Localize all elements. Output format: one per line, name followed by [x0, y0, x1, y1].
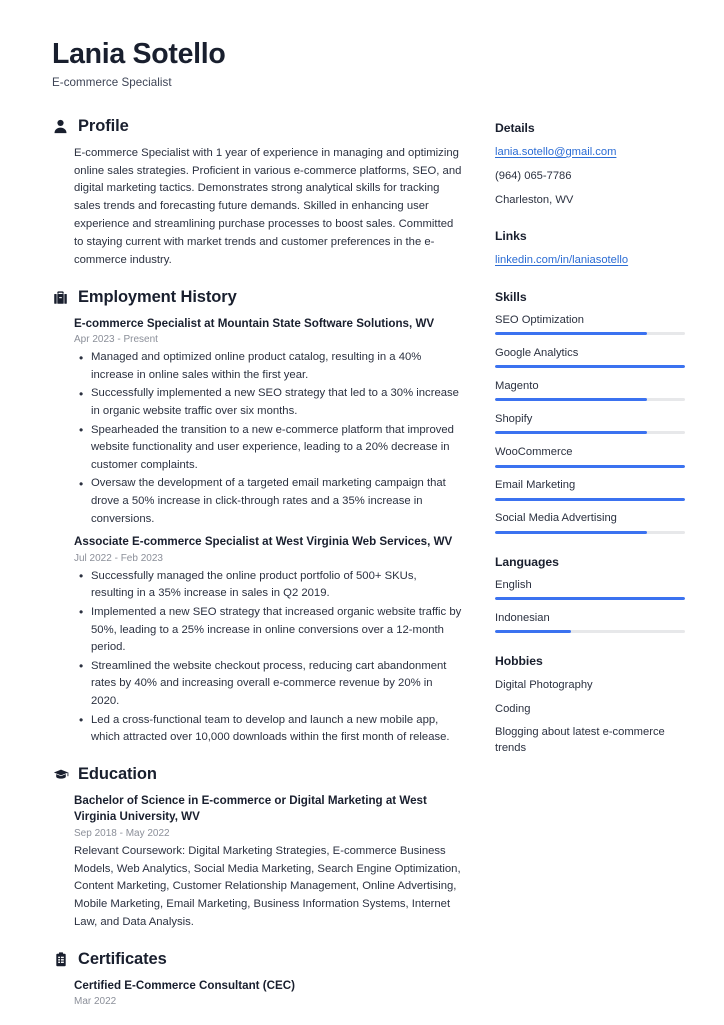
skill-bar-fill: [495, 398, 647, 401]
skill-label: Email Marketing: [495, 479, 576, 492]
hobby-item: Blogging about latest e-commerce trends: [495, 725, 665, 754]
skill-item: [495, 412, 685, 435]
bullet-item: • Managed and optimized online product catalog, resulting in a 40% increase in online sales within the first year.: [74, 349, 462, 384]
language-bar-fill: [495, 630, 571, 633]
sidebar-block-details: [495, 121, 685, 209]
section-profile: [52, 117, 462, 270]
skill-bar-fill: [495, 365, 685, 368]
skill-bar-track: [495, 365, 685, 368]
skill-bar-track: [495, 531, 685, 534]
certificate-entry: [74, 978, 462, 1007]
language-item: [495, 578, 685, 601]
employment-entry: [74, 534, 462, 747]
skill-bar-fill: [495, 332, 647, 335]
skill-label: SEO Optimization: [495, 313, 584, 326]
sidebar-block-skills: [495, 290, 685, 534]
main-column: [52, 117, 462, 1025]
sidebar-title-languages: Languages: [495, 554, 559, 569]
email-link[interactable]: lania.sotello@gmail.com: [495, 145, 617, 158]
employment-entry-date: Jul 2022 - Feb 2023: [74, 552, 163, 564]
briefcase-icon: [52, 289, 69, 306]
skill-bar-fill: [495, 431, 647, 434]
sidebar-title-skills: Skills: [495, 289, 527, 304]
skill-bar-fill: [495, 465, 685, 468]
section-certificates: [52, 950, 462, 1007]
skill-item: [495, 379, 685, 402]
bullet-item: • Implemented a new SEO strategy that increased organic website traffic by 50%, leading to a 25% increase in online conversions over a 12-month period.: [74, 604, 462, 657]
resume-header: [52, 38, 680, 89]
language-label: English: [495, 578, 532, 591]
graduation-cap-icon: [52, 766, 69, 783]
bullet-item: • Led a cross-functional team to develop and launch a new mobile app, which attracted over 10,000 downloads within the first month of release.: [74, 712, 462, 747]
skill-bar-fill: [495, 531, 647, 534]
section-title-certificates: Certificates: [78, 949, 167, 968]
hobby-item: Coding: [495, 702, 531, 715]
skill-label: WooCommerce: [495, 445, 573, 458]
education-entry-desc: Relevant Coursework: Digital Marketing Strategies, E-commerce Business Models, Web Analytics, Social Media Marketing, Search Engine Optimization, Content Marketing, Customer Relationship Management, Online Advertising, Mobile Marketing, Email Marketing, Business Information Systems, Internet Law, and Data Analysis.: [74, 844, 461, 929]
employment-heading-row: [52, 288, 462, 307]
sidebar-column: [495, 117, 685, 777]
certificates-body: [52, 978, 462, 1007]
sidebar-title-hobbies: Hobbies: [495, 654, 543, 669]
bullet-item: • Successfully implemented a new SEO strategy that led to a 30% increase in organic website traffic over six months.: [74, 385, 462, 420]
section-education: [52, 765, 462, 932]
resume-body: [52, 117, 680, 1025]
hobby-item: Digital Photography: [495, 679, 593, 692]
section-employment: [52, 288, 462, 747]
employment-entry-title: Associate E-commerce Specialist at West Virginia Web Services, WV: [74, 535, 453, 549]
skill-item: [495, 478, 685, 501]
skill-bar-track: [495, 332, 685, 335]
person-icon: [52, 118, 69, 135]
sidebar-block-links: [495, 229, 685, 268]
link-row: [495, 252, 685, 268]
employment-body: [52, 316, 462, 747]
education-entry: [74, 793, 462, 932]
sidebar-title-details: Details: [495, 120, 535, 135]
bullet-item: • Streamlined the website checkout process, reducing cart abandonment rates by 40% and increasing overall e-commerce revenue by 20% in 2020.: [74, 658, 462, 711]
section-title-education: Education: [78, 764, 157, 783]
skill-bar-track: [495, 431, 685, 434]
profile-heading-row: [52, 117, 462, 136]
candidate-name: Lania Sotello: [52, 38, 226, 70]
language-label: Indonesian: [495, 611, 550, 624]
employment-entry-bullets: [74, 568, 462, 747]
skill-bar-fill: [495, 498, 685, 501]
detail-phone: (964) 065-7786: [495, 170, 572, 182]
detail-location: Charleston, WV: [495, 194, 574, 207]
education-entry-title: Bachelor of Science in E-commerce or Digital Marketing at West Virginia University, WV: [74, 793, 427, 824]
bullet-item: • Spearheaded the transition to a new e-commerce platform that improved website functionality and user experience, leading to a 20% decrease in customer complaints.: [74, 422, 462, 475]
skill-item: [495, 313, 685, 336]
education-body: [52, 793, 462, 932]
sidebar-block-languages: [495, 555, 685, 634]
linkedin-link[interactable]: linkedin.com/in/laniasotello: [495, 254, 629, 267]
education-heading-row: [52, 765, 462, 784]
sidebar-block-hobbies: [495, 654, 685, 756]
sidebar-title-links: Links: [495, 229, 527, 244]
skill-bar-track: [495, 465, 685, 468]
certificates-heading-row: [52, 950, 462, 969]
detail-email-row: [495, 144, 685, 160]
bullet-item: • Successfully managed the online product portfolio of 500+ SKUs, resulting in a 35% increase in sales in Q2 2019.: [74, 568, 462, 603]
language-bar-track: [495, 630, 685, 633]
education-entry-date: Sep 2018 - May 2022: [74, 827, 170, 839]
language-bar-fill: [495, 597, 685, 600]
skill-label: Social Media Advertising: [495, 512, 617, 525]
employment-entry-bullets: [74, 349, 462, 528]
clipboard-icon: [52, 951, 69, 968]
skill-item: [495, 346, 685, 369]
profile-body: [52, 145, 462, 270]
employment-entry-title: E-commerce Specialist at Mountain State Software Solutions, WV: [74, 316, 435, 330]
candidate-job-title: E-commerce Specialist: [52, 75, 172, 89]
section-title-profile: Profile: [78, 116, 129, 135]
profile-text: E-commerce Specialist with 1 year of experience in managing and optimizing online sales strategies. Proficient in various e-commerce platforms, SEO, and digital marketing tactics. Demonstrates strong analytical skills for tracking sales trends and forecasting future demands. Skilled in enhancing user experience and streamlining purchase processes to boost sales. Committed to staying current with market trends and customer preferences in the e-commerce industry.: [74, 146, 462, 266]
language-item: [495, 611, 685, 634]
certificate-entry-date: Mar 2022: [74, 996, 117, 1008]
skill-label: Shopify: [495, 412, 533, 425]
employment-entry: [74, 316, 462, 529]
skill-bar-track: [495, 498, 685, 501]
skill-label: Magento: [495, 379, 539, 392]
language-bar-track: [495, 597, 685, 600]
certificate-entry-title: Certified E-Commerce Consultant (CEC): [74, 978, 295, 992]
skill-bar-track: [495, 398, 685, 401]
skill-item: [495, 445, 685, 468]
skill-item: [495, 511, 685, 534]
bullet-item: • Oversaw the development of a targeted email marketing campaign that drove a 50% increase in click-through rates and a 35% increase in conversions.: [74, 475, 462, 528]
skill-label: Google Analytics: [495, 346, 579, 359]
employment-entry-date: Apr 2023 - Present: [74, 334, 158, 346]
section-title-employment: Employment History: [78, 287, 237, 306]
